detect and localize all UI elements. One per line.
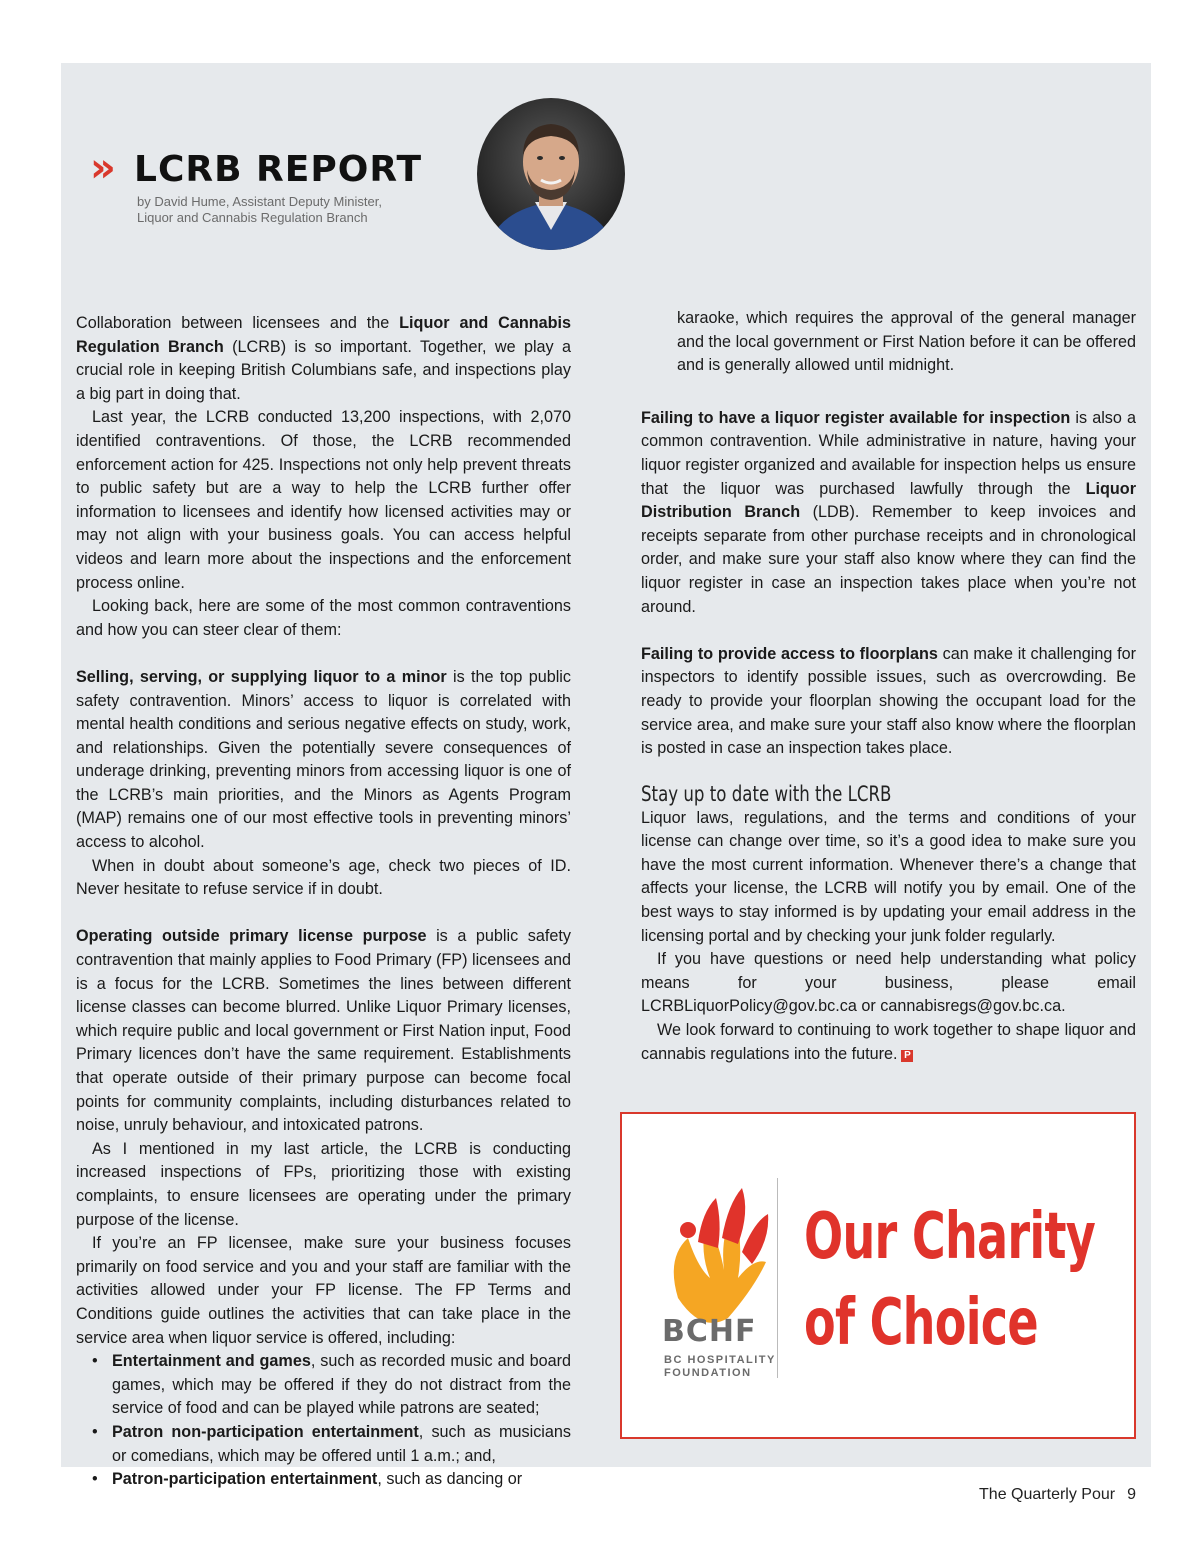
paragraph: Failing to provide access to floorplans can make it challenging for inspectors to identify possible issues, such as overcrowding. Be ready to provide your floorplan showing the occupant load for the service area, and make sure your staff also know where the floorplan is posted in case an inspection takes place. [641,644,1136,758]
charity-advertisement [620,1112,1136,1439]
paragraph: If you’re an FP licensee, make sure your business focuses primarily on food service and you and your staff are familiar with the activities allowed under your FP license. The FP Terms and Conditions guide outlines the activities that can take place in the service area when liquor service is offered, including: [76,1234,571,1347]
paragraph: As I mentioned in my last article, the LCRB is conducting increased inspections of FPs, prioritizing those with existing complaints, to ensure licensees are operating under the primary purpose of the license. [76,1139,571,1229]
foundation-name-line-1: BC HOSPITALITY [664,1354,776,1366]
right-column [641,307,1136,1066]
paragraph: Looking back, here are some of the most common contraventions and how you can steer clear of them: [76,597,571,639]
left-column [76,312,571,1492]
byline-line-2: Liquor and Cannabis Regulation Branch [137,210,368,225]
paragraph: Selling, serving, or supplying liquor to a minor is the top public safety contravention. Minors’ access to liquor is correlated with mental health conditions and serious negative effects on study, work, and relationships. Given the potentially severe consequences of underage drinking, preventing minors from accessing liquor is one of the LCRB’s main priorities, and the Minors as Agents Program (MAP) remains one of our most effective tools in preventing minors’ access to alcohol. [76,667,571,852]
foundation-name-line-2: FOUNDATION [664,1367,752,1379]
list-item: • Entertainment and games, such as recorded music and board games, which may be offered if they do not distract from the service of food and can be played while patrons are seated; [76,1350,571,1421]
paragraph: If you have questions or need help understanding what policy means for your business, please email LCRBLiquorPolicy@gov.bc.ca or cannabisregs@gov.bc.ca. [641,950,1136,1016]
byline [137,194,382,226]
paragraph: Liquor laws, regulations, and the terms and conditions of your license can change over time, so it’s a good idea to make sure you have the most current information. Whenever there’s a change that affects your license, the LCRB will notify you by email. One of the best ways to stay informed is by updating your email address in the licensing portal and by checking your junk folder regularly. [641,808,1136,945]
byline-line-1: by David Hume, Assistant Deputy Minister, [137,194,382,209]
page-number: 9 [1127,1486,1136,1503]
bullet-continuation: karaoke, which requires the approval of the general manager and the local government or First Nation before it can be offered and is generally allowed until midnight. [677,309,1136,375]
chevron-right-icon: » [90,145,110,191]
paragraph: Last year, the LCRB conducted 13,200 inspections, with 2,070 identified contraventions. Of those, the LCRB recommended enforcement action for 425. Inspections not only help prevent threats to public safety but are a way to help the LCRB further offer information to licensees and identify how licensed activities may or may not align with your business goals. You can access helpful videos and learn more about the inspections and the enforcement process online. [76,408,571,592]
paragraph: Operating outside primary license purpose is a public safety contravention that mainly applies to Food Primary (FP) licensees and is a focus for the LCRB. Sometimes the lines between different license classes can become blurred. Unlike Liquor Primary licenses, which require public and local government or First Nation input, Food Primary licences don’t have the same requirement. Establishments that operate outside of their primary purpose can become focal points for community complaints, including disturbances related to noise, unruly behaviour, and intoxicated patrons. [76,927,571,1135]
page-footer [979,1486,1136,1504]
ad-headline-line-1: Our Charity [804,1200,1096,1274]
paragraph: We look forward to continuing to work together to shape liquor and cannabis regulations into the future. P [641,1021,1136,1063]
bullet-list [76,1350,571,1492]
list-item: • Patron non-participation entertainment, such as musicians or comedians, which may be offered until 1 a.m.; and, [76,1421,571,1468]
bchf-wordmark: BCHF [662,1314,757,1349]
paragraph: When in doubt about someone’s age, check two pieces of ID. Never hesitate to refuse service if in doubt. [76,856,571,899]
ad-headline-line-2: of Choice [804,1286,1038,1360]
logo-divider [777,1178,778,1378]
section-heading: Stay up to date with the LCRB [641,781,892,806]
paragraph: Collaboration between licensees and the Liquor and Cannabis Regulation Branch (LCRB) is so important. Together, we play a crucial role in keeping British Columbians safe, and inspections play a big part in doing that. [76,314,571,403]
list-item: • Patron-participation entertainment, such as dancing or [76,1468,571,1492]
paragraph: Failing to have a liquor register available for inspection is also a common contravention. While administrative in nature, having your liquor register organized and available for inspection helps us ensure that the liquor was purchased lawfully through the Liquor Distribution Branch (LDB). Remember to keep invoices and receipts separate from other purchase receipts and in chronological order, and make sure your staff also know where they can find the liquor register in case an inspection takes place when you’re not around. [641,408,1136,616]
author-photo [477,98,625,250]
end-mark-icon: P [901,1050,913,1062]
publication-name: The Quarterly Pour [979,1486,1116,1503]
article-title: LCRB REPORT [134,149,423,190]
